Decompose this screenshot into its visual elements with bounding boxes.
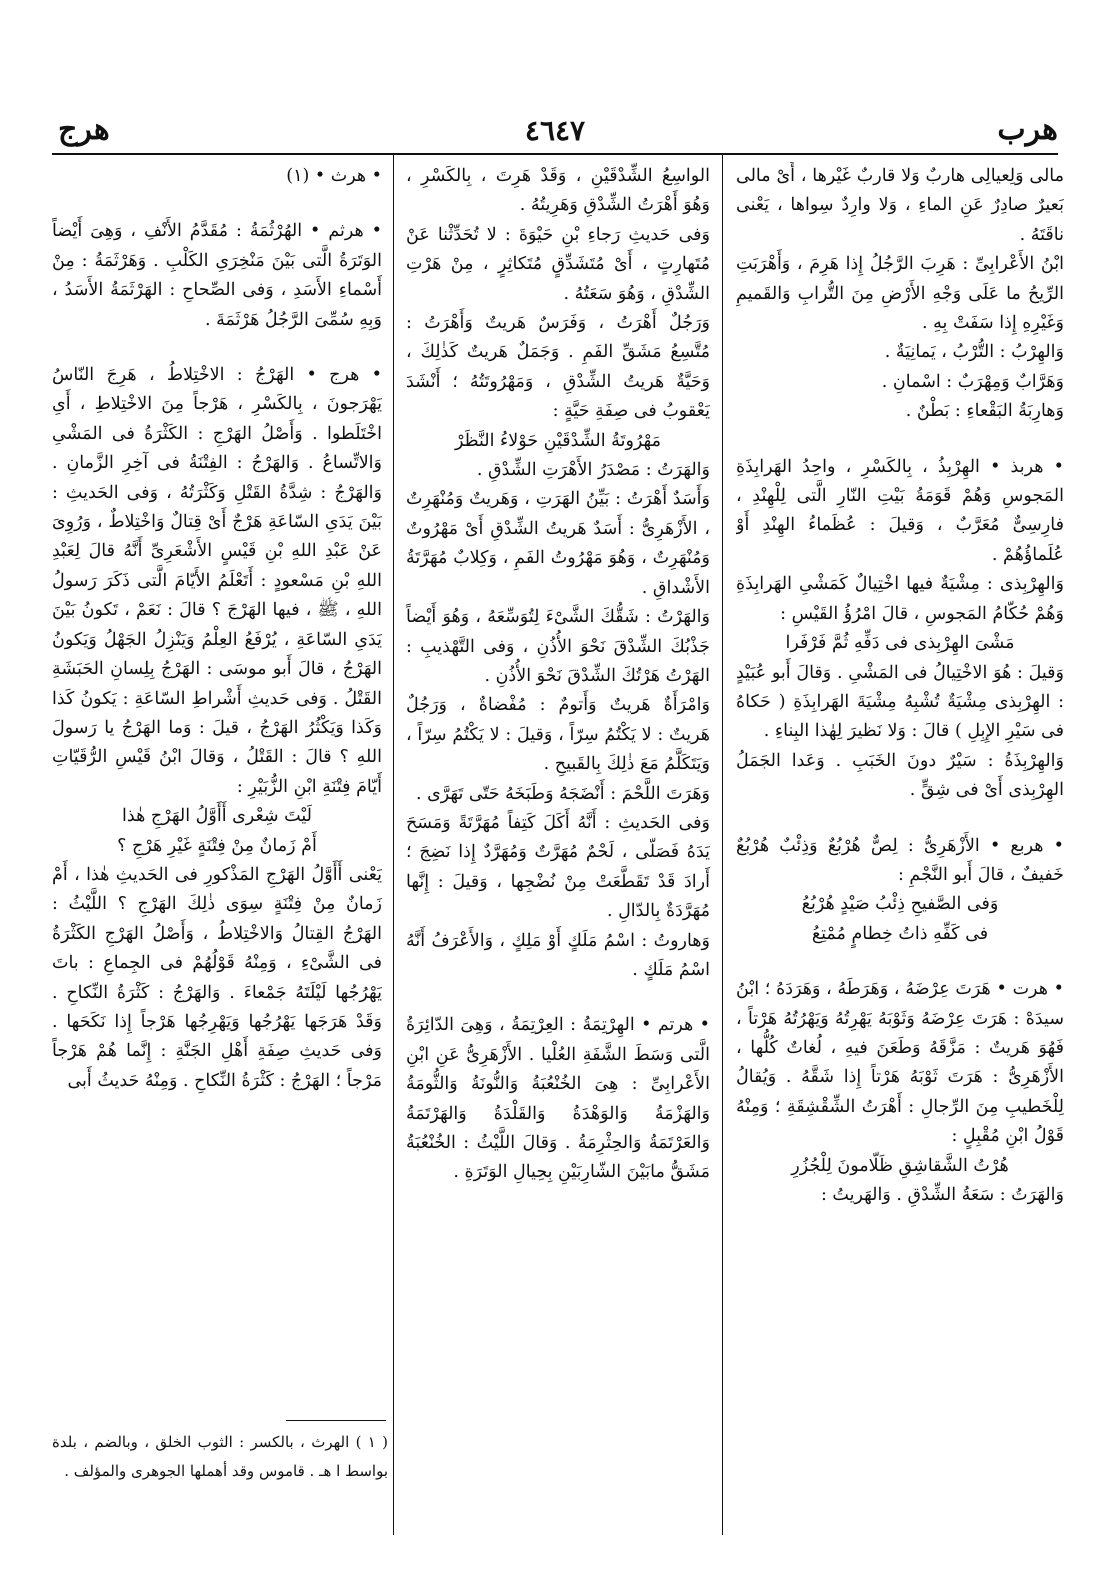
page-number: ٤٦٤٧ (524, 114, 586, 147)
footnote-rule (286, 1420, 386, 1421)
entry-paragraph: وَامْرَأَةٌ هَريتٌ وَأَتومٌ : مُفْضاةٌ ، وَرَجُلٌ هَريتٌ : لا يَكْتُمُ سِرّاً ، وَقيلَ : لا يَكْتُمُ سِرّاً ، وَيَتَكَلَّمُ مَعَ ذٰلِكَ بِالقَبيحِ . (406, 695, 710, 775)
column-middle (406, 162, 710, 1562)
entry-paragraph: وَالهَرَتُ : مَصْدَرُ الأَهْرَتِ الشِّدْقِ . (476, 460, 710, 481)
column-divider-left (393, 155, 394, 1535)
entry-paragraph: وَالهَرَتُ : سَعَةُ الشِّدْقِ . وَالهَريتُ : (820, 1185, 1064, 1205)
entry-paragraph: ابْنُ الأَعْرابِىِّ : هَرِبَ الرَّجُلُ إِذا هَرِمَ ، وَأَهْرَبَتِ الرِّيحُ ما عَلَى وَجْهِ الأَرْضِ مِنَ التُّرابِ وَالقَميمِ وَغَيْرِهِ إِذا سَفَتْ بِهِ . (736, 254, 1064, 334)
entry-heading-paragraph: • هربذ • الهِرْبِذُ ، بِالكَسْرِ ، واحِدُ الهَرابِذَةِ المَجوسِ وَهُمْ قَوَمَةُ بَيْتِ النّارِ الَّتى لِلْهِنْدِ ، فارِسِىٌّ مُعَرَّبٌ ، وَقيلَ : عُظَماءُ الهِنْدِ أَوْ عُلَماؤُهُمْ . (736, 456, 1064, 565)
verse-line: مَشْىَ الهِرْبِذى فى دَفِّهِ ثُمَّ فَرْفَرا (785, 633, 1015, 654)
entry-paragraph: يَعْنى أَأَوَّلُ الهَرْجِ المَذْكورِ فى الحَديثِ هٰذا ، أَمْ زَمانٌ مِنْ فِتْنَةٍ سِوَى ذٰلِكَ الهَرْجِ ؟ اللَّيْثُ : الهَرْجُ القِتالُ وَالاخْتِلاطُ ، وَأَصْلُ الهَرْجِ الكَثْرَةُ فى الشَّىْءِ ، وَمِنْهُ قَوْلُهُمْ فى الجِماعِ : باتَ يَهْرُجُها لَيْلَتَهُ جَمْعاءَ . وَالهَرْجُ : كَثْرَةُ النِّكاحِ . وَقَدْ هَرَجَها يَهْرُجُها وَيَهْرِجُها هَرْجاً إِذا نَكَحَها . وَفى حَديثِ صِفَةِ أَهْلِ الجَنَّةِ : إِنَّما هُمْ هَرْجاً مَرْجاً ؛ الهَرْجُ : كَثْرَةُ النِّكاحِ . وَمِنْهُ حَديثُ أَبى (52, 864, 382, 1091)
entry-heading-paragraph: • هرت • هَرَتَ عِرْضَهُ ، وَهَرَطَهُ ، وَهَرَدَهُ ؛ ابْنُ سيدَهْ : هَرَتَ عِرْضَهُ وَثَوْبَهُ يَهْرِتُهُ وَيَهْرُتُهُ هَرْتاً ، فَهُوَ هَريتٌ : مَزَّقَهُ وَطَعَنَ فيهِ ، لُغاتٌ كُلُّها ، الأَزْهَرِىُّ : هَرَتَ ثَوْبَهُ هَرْتاً إِذا شَقَّهُ . وَيُقالُ لِلْخَطيبِ مِنَ الرِّجالِ : أَهْرَتُ الشِّقْشِقَةِ ؛ وَمِنْهُ قَوْلُ ابْنِ مُقْبِلٍ : (736, 979, 1064, 1147)
entry-gap (52, 335, 382, 361)
entry-paragraph: وَالهِرْبِذى : مِشْيَةٌ فيها اخْتِيالٌ كَمَشْىِ الهَرابِذَةِ وَهُمْ حُكّامُ المَجوسِ ، قالَ امْرُؤُ القَيْسِ : (736, 574, 1064, 624)
entry-paragraph: وَالهِرْبِذَةُ : سَيْرٌ دونَ الخَبَبِ . وَعَدا الجَمَلُ الهِرْبِذى أَىْ فى شِقٍّ . (736, 750, 1064, 801)
entry-heading-paragraph: • هربع • الأَزْهَرِىُّ : لِصٌّ هُرْبُعٌ وَذِئْبٌ هُرْبُعٌ خَفيفٌ ، قالَ أَبو النَّجْمِ : (736, 835, 1064, 885)
column-divider-right (722, 155, 723, 1535)
footnote: ( ١ ) الهرث ، بالكسر : الثوب الخلق ، وبالضم ، بلدة بواسط ا هـ . قاموس وقد أهملها الجوهرى والمؤلف . (52, 1433, 389, 1480)
entry-paragraph: وَهاروتُ : اسْمُ مَلَكٍ أَوْ مَلِكٍ ، وَالأَعْرَفُ أَنَّهُ اسْمُ مَلَكٍ . (406, 930, 710, 980)
header-rule (52, 153, 1058, 155)
entry-paragraph: مالى وَلِعيالِى هاربٌ وَلا قاربٌ غَيْرها ، أَىْ مالى بَعيرٌ صادِرٌ عَنِ الماءِ ، وَلا وارِدٌ سِواها ، يَعْنى ناقَتَهُ . (736, 166, 1064, 245)
column-right (736, 162, 1064, 1562)
entry-paragraph: وَفى حَديثِ رَجاءِ بْنِ حَيْوَةَ : لا تُحَدِّثْنا عَنْ مُتَهارِتٍ ، أَىْ مُتَشَدِّقٍ مُتَكاثِرٍ ، مِنْ هَرْتِ الشِّدْقِ ، وَهُوَ سَعَتُهُ . (406, 224, 710, 304)
verse-line: فى كَفِّهِ ذاتُ خِطامٍ مُمْتِعُ (811, 923, 989, 944)
verse-line: هُرْتُ الشَّقاشِقِ ظَلّامونَ لِلْجُزُرِ (791, 1155, 1009, 1176)
entry-paragraph: وَهَرَتَ اللَّحْمَ : أَنْضَجَهُ وَطَبَخَهُ حَتّى تَهَرَّى . (415, 783, 710, 804)
running-header-right: هرب (997, 112, 1058, 147)
entry-paragraph: وَفى الحَديثِ : أَنَّهُ أَكَلَ كَتِفاً مُهَرَّتَةً وَمَسَحَ يَدَهُ فَصَلّى ، لَحْمٌ مُهَرَّتٌ وَمُهَرَّدٌ إِذا نَضِجَ ؛ أَرادَ قَدْ تَقَطَّعَتْ مِنْ نُضْجِها ، وَقيلَ : إِنَّها مُهَرَّدَةٌ بِالدّالِ . (406, 812, 710, 922)
entry-paragraph: وَقيلَ : هُوَ الاخْتِيالُ فى المَشْىِ . وَقالَ أَبو عُبَيْدٍ : الهِرْبِذى مِشْيَةٌ تُشْبِهُ مِشْيَةَ الهَرابِذَةِ ( حَكاهُ فى سَيْرِ الإِبِلِ ) قالَ : وَلا نَظيرَ لِهٰذا البِناءِ . (736, 662, 1064, 742)
entry-gap (736, 949, 1064, 975)
entry-gap (52, 191, 382, 217)
entry-heading-paragraph: • هرج • الهَرْجُ : الاخْتِلاطُ ، هَرِجَ النّاسُ يَهْرَجونَ ، بِالكَسْرِ ، هَرْجاً مِنَ الاخْتِلاطِ ، أَىِ اخْتَلَطوا . وَأَصْلُ الهَرْجِ : الكَثْرَةُ فى المَشْىِ وَالاتِّساعُ . وَالهَرْجُ : الفِتْنَةُ فى آخِرِ الزَّمانِ . وَالهَرْجُ : شِدَّةُ القَتْلِ وَكَثْرَتُهُ ، وَفى الحَديثِ : بَيْنَ يَدَىِ السّاعَةِ هَرْجٌ أَىْ قِتالٌ وَاخْتِلاطٌ ، وَرُوِىَ عَنْ عَبْدِ اللهِ بْنِ قَيْسٍ الأَشْعَرِىِّ أَنَّهُ قالَ لِعَبْدِ اللهِ بْنِ مَسْعودٍ : أَتَعْلَمُ الأَيّامَ الَّتى ذَكَرَ رَسولُ اللهِ ، ﷺ ، فيها الهَرْجَ ؟ قالَ : نَعَمْ ، تَكونُ بَيْنَ يَدَىِ السّاعَةِ ، يُرْفَعُ العِلْمُ وَيَنْزِلُ الجَهْلُ وَيَكونُ الهَرْجُ ، قالَ أَبو موسَى : الهَرْجُ بِلِسانِ الحَبَشَةِ القَتْلُ . وَفى حَديثِ أَشْراطِ السّاعَةِ : يَكونُ كَذا وَكَذا وَيَكْثُرُ الهَرْجُ ، قيلَ : وَما الهَرْجُ يا رَسولَ اللهِ ؟ قالَ : القَتْلُ ، وَقالَ ابْنُ قَيْسِ الرُّقَيّاتِ أَيّامَ فِتْنَةِ ابْنِ الزُّبَيْرِ : (52, 365, 382, 797)
running-header-left: هرج (58, 112, 110, 147)
entry-paragraph: وَالهِرْبُ : التُّرْبُ ، يَمانِيَةٌ . (884, 342, 1064, 363)
verse-line: أَمْ زَمانٌ مِنْ فِتْنَةٍ غَيْرِ هَرْجِ ؟ (117, 835, 317, 856)
entry-gap (736, 806, 1064, 832)
entry-paragraph: وَرَجُلٌ أَهْرَتُ ، وَفَرَسٌ هَريتٌ وَأَهْرَتُ : مُتَّسِعُ مَشَقِّ الفَمِ . وَجَمَلٌ هَريتٌ كَذٰلِكَ ، وَحَيَّةٌ هَريتُ الشِّدْقِ ، وَمَهْرُوتَتُهُ ؛ أَنْشَدَ يَعْقوبُ فى صِفَةِ حَيَّةٍ : (406, 313, 710, 422)
entry-heading-paragraph: • هرث • (١) (286, 166, 382, 186)
verse-line: لَيْتَ شِعْرى أَأَوَّلُ الهَرْجِ هٰذا (122, 806, 312, 827)
verse-line: مَهْرُوتَةُ الشِّدْقَيْنِ حَوْلاءُ النَّظَرْ (454, 430, 661, 451)
entry-paragraph: وَهارِبَةُ البَقْعاءِ : بَطْنٌ . (905, 401, 1064, 422)
entry-gap (406, 985, 710, 1011)
entry-paragraph: وَأَسَدٌ أَهْرَتُ : بَيِّنُ الهَرَتِ ، وَهَريتٌ وَمُنْهَرِتٌ ، الأَزْهَرِىُّ : أَسَدٌ هَريتُ الشِّدْقِ أَىْ مَهْرُوتٌ وَمُنْهَرِتٌ ، وَهُوَ مَهْرُوتُ الفَمِ ، وَكِلابٌ مُهَرَّتَةُ الأَشْداقِ . (406, 489, 710, 598)
column-left (52, 162, 382, 1412)
entry-paragraph: وَالهَرْتُ : شَقُّكَ الشَّىْءَ لِتُوَسِّعَهُ ، وَهُوَ أَيْضاً جَذْبُكَ الشِّدْقَ نَحْوَ الأُذُنِ ، وَفى التَّهْذيبِ : الهَرْتُ هَرْتُكَ الشِّدْقَ نَحْوَ الأُذُنِ . (406, 607, 710, 686)
entry-heading-paragraph: • هرتم • الهِرْتِمَةُ : العِرْتِمَةُ ، وَهِىَ الدّائِرَةُ الَّتى وَسَطَ الشَّفَةِ العُلْيا . الأَزْهَرِىُّ عَنِ ابْنِ الأَعْرابِىِّ : هِىَ الخُنْعُبَةُ وَالنُّونَةُ وَالثُّومَةُ وَالهَزْمَةُ وَالوَهْدَةُ وَالقَلْدَةُ وَالهَرْتَمَةُ وَالعَرْتَمَةُ وَالحِثْرِمَةُ . وَقالَ اللَّيْثُ : الخُنْعُبَةُ مَشَقُّ مابَيْنَ الشّارِبَيْنِ بِحِيالِ الوَتَرَةِ . (406, 1015, 710, 1183)
entry-gap (736, 427, 1064, 453)
entry-paragraph: وَهَرَّابٌ وَمِهْرَبٌ : اسْمانِ . (881, 371, 1064, 392)
entry-paragraph: الواسِعُ الشِّدْقَيْنِ ، وَقَدْ هَرِتَ ، بِالكَسْرِ ، وَهُوَ أَهْرَتُ الشِّدْقِ وَهَرِيتُهُ . (406, 166, 710, 216)
entry-heading-paragraph: • هرثم • الهُرْثُمَةُ : مُقَدَّمُ الأَنْفِ ، وَهِىَ أَيْضاً الوَتَرَةُ الَّتى بَيْنَ مَنْخِرَىِ الكَلْبِ . وَهَرْثَمَةُ : مِنْ أَسْماءِ الأَسَدِ ، وَفى الصِّحاحِ : الهَرْثَمَةُ الأَسَدُ ، وَبِهِ سُمِّىَ الرَّجُلُ هَرْثَمَةَ . (52, 221, 382, 330)
verse-line: وَفى الصَّفيحِ ذِئْبُ صَيْدٍ هُرْبُعُ (801, 894, 999, 915)
